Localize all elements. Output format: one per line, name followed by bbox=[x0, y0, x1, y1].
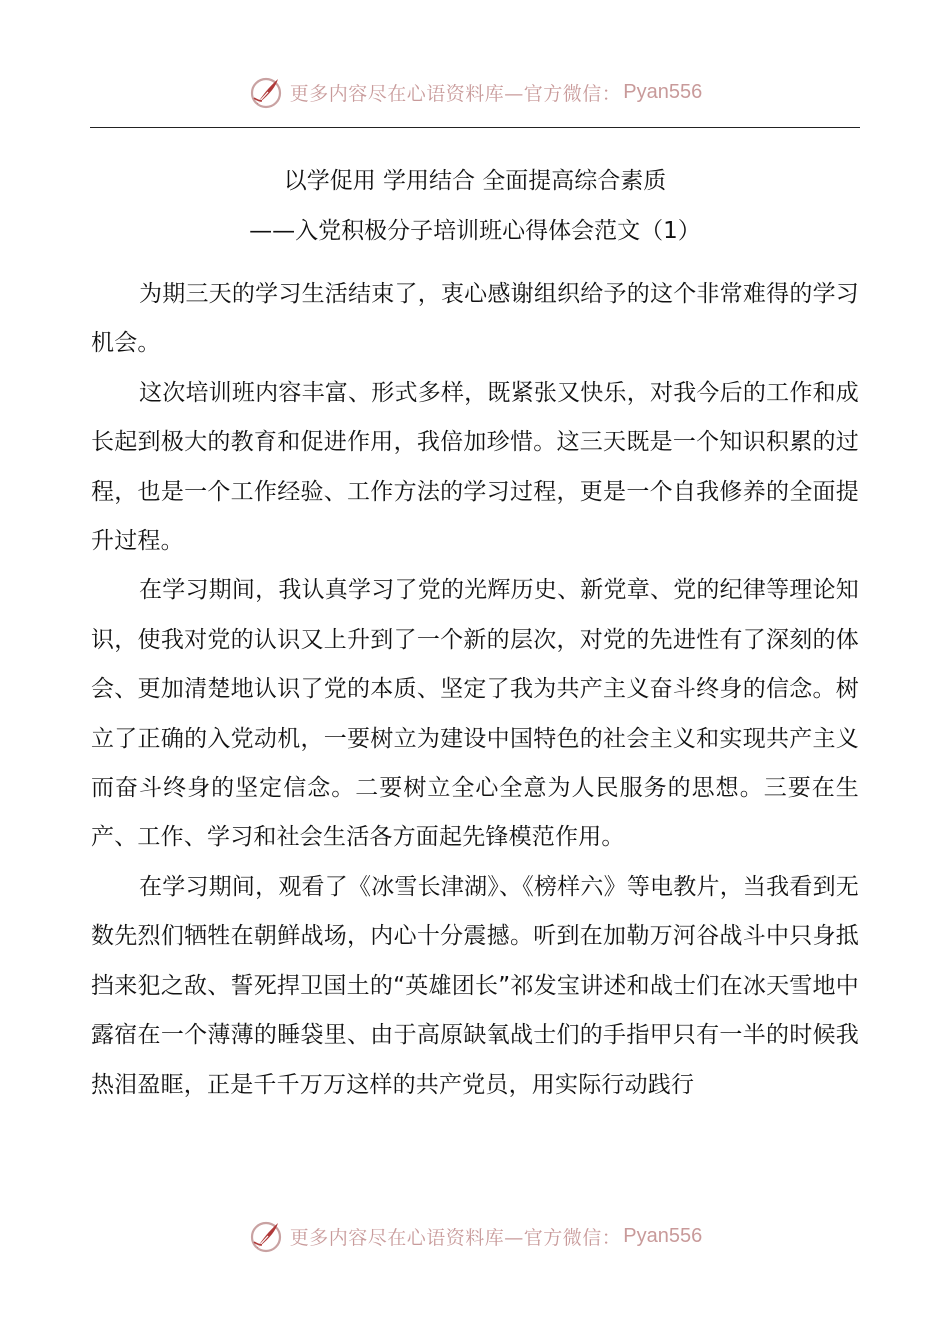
document-title: 以学促用 学用结合 全面提高综合素质 bbox=[283, 168, 667, 194]
document-subtitle: ——入党积极分子培训班心得体会范文（1） bbox=[249, 218, 701, 244]
footer-banner bbox=[0, 1214, 950, 1258]
header-banner bbox=[0, 70, 950, 114]
quill-pen-logo-icon bbox=[248, 74, 284, 110]
paragraph-3: 在学习期间，我认真学习了党的光辉历史、新党章、党的纪律等理论知识，使我对党的认识又上升到了一个新的层次，对党的先进性有了深刻的体会、更加清楚地认识了党的本质、坚定了我为共产主义奋斗终身的信念。树立了正确的入党动机，一要树立为建设中国特色的社会主义和实现共产主义而奋斗终身的坚定信念。二要树立全心全意为人民服务的思想。三要在生产、工作、学习和社会生活各方面起先锋模范作用。 bbox=[91, 577, 859, 851]
paragraph-1: 为期三天的学习生活结束了，衷心感谢组织给予的这个非常难得的学习机会。 bbox=[91, 281, 859, 357]
footer-wechat-id: Pyan556 bbox=[623, 1224, 703, 1247]
paragraph-4: 在学习期间，观看了《冰雪长津湖》、《榜样六》等电教片，当我看到无数先烈们牺牲在朝鲜战场，内心十分震撼。听到在加勒万河谷战斗中只身抵挡来犯之敌、誓死捍卫国土的“英雄团长”祁发宝讲述和战士们在冰天雪地中露宿在一个薄薄的睡袋里、由于高原缺氧战士们的手指甲只有一半的时候我热泪盈眶，正是千千万万这样的共产党员，用实际行动践行 bbox=[91, 873, 859, 1098]
header-wechat-id: Pyan556 bbox=[623, 80, 703, 103]
quill-pen-logo-icon bbox=[248, 1218, 284, 1254]
footer-banner-text: 更多内容尽在心语资料库—官方微信： bbox=[289, 1226, 622, 1249]
paragraph-2: 这次培训班内容丰富、形式多样，既紧张又快乐，对我今后的工作和成长起到极大的教育和促进作用，我倍加珍惜。这三天既是一个知识积累的过程，也是一个工作经验、工作方法的学习过程，更是一个自我修养的全面提升过程。 bbox=[91, 379, 859, 555]
document-body bbox=[91, 270, 859, 1110]
header-banner-text: 更多内容尽在心语资料库—官方微信： bbox=[289, 82, 622, 105]
header-divider bbox=[90, 127, 860, 128]
